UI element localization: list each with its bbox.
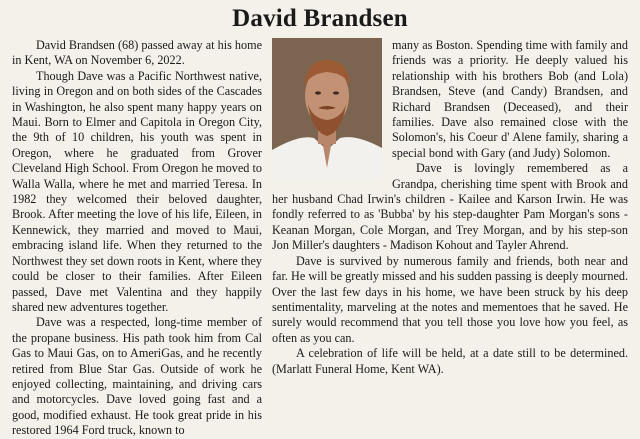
- portrait-photo: [272, 38, 382, 179]
- paragraph-survived: Dave is survived by numerous family and friends, both near and far. He will be greatly missed and his sudden passing is deeply mourned. Over the last few days in his home, we have been struck by his deep sentimentality, marveling at the notes and mementoes that he saved. He surely would recommend that you tell those you love how you feel, as often as you can.: [272, 253, 628, 345]
- paragraph-family: many as Boston. Spending time with family and friends was a priority. He deeply valued his relationship with his brothers Bob (and Lola) Brandsen, Steve (and Candy) Brandsen, and Richard Brandsen (Deceased), and their families. Dave also remained close with the Solomon's, his Coeur d' Alene family, sharing a special bond with Gary (and Judy) Solomon.: [392, 38, 628, 160]
- left-column: [12, 38, 262, 439]
- paragraph-career: Dave was a respected, long-time member of the propane business. His path took him from Cal Gas to Maui Gas, on to AmeriGas, and he recently retired from Blue Star Gas. Outside of work he enjoyed collecting, maintaining, and driving cars and motorcycles. Dave loved going fast and a good, modified exhaust. He took great pride in his restored 1964 Ford truck, known to: [12, 315, 262, 438]
- obituary-title: David Brandsen: [232, 5, 408, 32]
- obituary-body: [12, 38, 628, 439]
- paragraph-celebration: A celebration of life will be held, at a date still to be determined. (Marlatt Funeral Home, Kent WA).: [272, 346, 628, 376]
- paragraph-grandpa: Dave is lovingly remembered as a Grandpa, cherishing time spent with Brook and her husband Chad Irwin's children - Kailee and Karson Irwin. He was fondly referred to as 'Bubba' by his step-daughter Pam Morgan's sons - Keanan Morgan, Cole Morgan, and Trey Morgan, and by his step-son Jon Miller's daughters - Madison Kohout and Tayler Ahrend.: [272, 161, 628, 253]
- right-column: [272, 38, 628, 439]
- paragraph-life: Though Dave was a Pacific Northwest native, living in Oregon and on both sides of the Cascades in Washington, he also spent many happy years on Maui. Born to Elmer and Capitola in Oregon City, the 9th of 10 children, his youth was spent in Oregon, where he graduated from Grover Cleveland High School. From Oregon he moved to Walla Walla, where he met and married Teresa. In 1982 they welcomed their beloved daughter, Brook. After meeting the love of his life, Eileen, in Kennewick, they married and moved to Maui, embracing island life. When they returned to the Northwest they set down roots in Kent, where they could be closer to their families. After Eileen passed, Dave met Valentina and they happily shared new adventures together.: [12, 68, 262, 314]
- paragraph-intro: David Brandsen (68) passed away at his home in Kent, WA on November 6, 2022.: [12, 38, 262, 68]
